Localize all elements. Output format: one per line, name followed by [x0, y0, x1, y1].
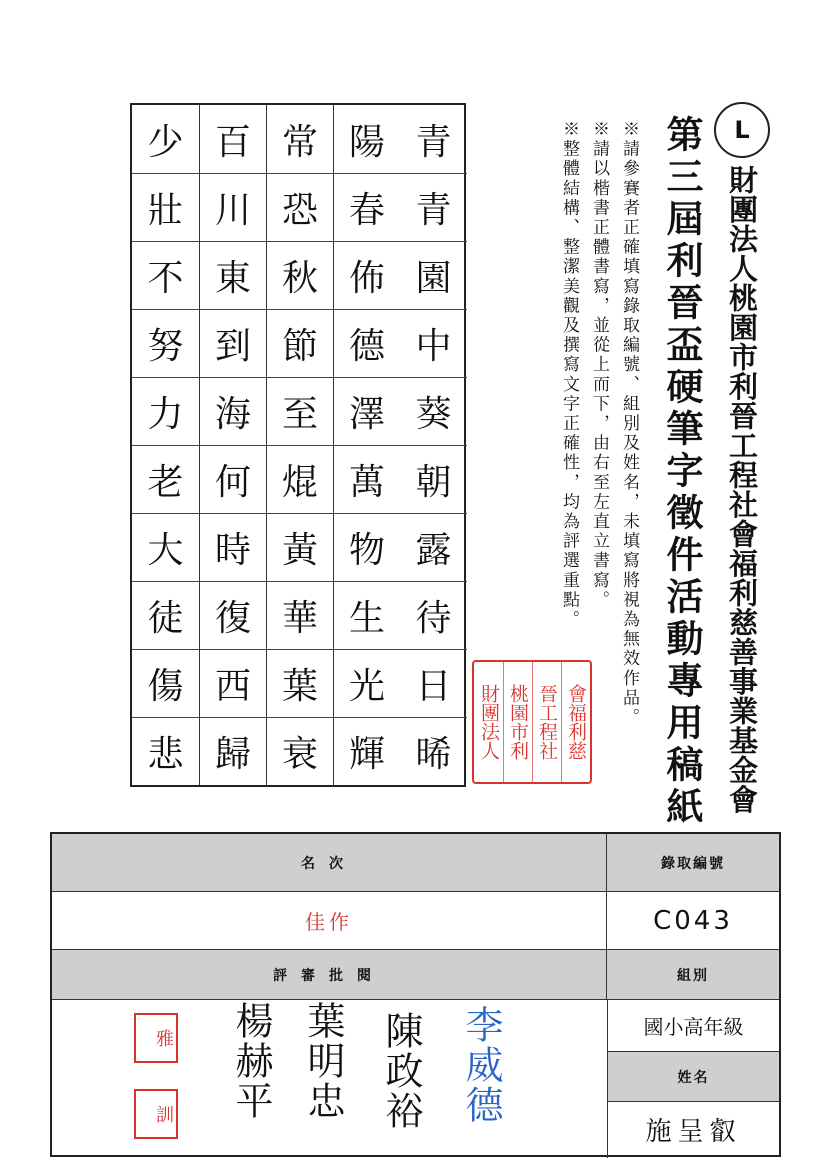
grid-cell: 生: [334, 581, 400, 649]
evaluation-table: [50, 832, 781, 1157]
grid-cell: 衰: [267, 717, 333, 785]
judge-signature-2: 葉明忠: [301, 1001, 345, 1121]
code-header: 錄取編號: [607, 834, 779, 891]
grid-cell: 春: [334, 173, 400, 241]
grid-column: [132, 105, 199, 785]
grid-cell: 青: [415, 121, 452, 163]
seal-column: 晉工程社: [532, 662, 561, 782]
judge-seal: 雅: [134, 1013, 178, 1063]
grid-cell: 陽: [348, 121, 385, 163]
code-value: C043: [653, 905, 733, 936]
grid-cell: 青: [400, 173, 467, 241]
grid-cell: 傷: [132, 649, 199, 717]
instruction-item: ※請參賽者正確填寫錄取編號、組別及姓名，未填寫將視為無效作品。: [619, 120, 639, 728]
grid-cell: 葉: [267, 649, 333, 717]
group-value: 國小高年級: [608, 1000, 779, 1052]
grid-cell: 壯: [132, 173, 199, 241]
instruction-item: ※整體結構、整潔美觀及撰寫文字正確性，均為評選重點。: [559, 120, 579, 630]
grid-cell: 復: [200, 581, 266, 649]
grid-cell: 悲: [132, 717, 199, 785]
grid-cell: 恐: [267, 173, 333, 241]
foundation-logo: L: [714, 102, 770, 158]
grid-cell: 老: [132, 445, 199, 513]
grid-column: [333, 105, 400, 785]
document-title: 第三屆利晉盃硬筆字徵件活動專用稿紙: [660, 115, 704, 829]
grid-cell: 到: [200, 309, 266, 377]
judge-signatures: [52, 999, 607, 1157]
judge-signature-3: 陳政裕: [379, 1011, 423, 1131]
grid-cell: 百: [214, 121, 251, 163]
seal-column: 財團法人: [478, 684, 500, 760]
judge-signature-4: 李威德: [459, 1005, 503, 1125]
grid-cell: 何: [200, 445, 266, 513]
grid-cell: 中: [400, 309, 467, 377]
grid-cell: 黃: [267, 513, 333, 581]
grid-cell: 露: [400, 513, 467, 581]
grid-cell: 力: [132, 377, 199, 445]
grid-cell: 園: [400, 241, 467, 309]
grid-column: [266, 105, 333, 785]
group-header: 組別: [607, 950, 779, 999]
judge-seal: 訓: [134, 1089, 178, 1139]
review-header: 評審批閱: [52, 950, 607, 999]
rank-value: 佳作: [52, 892, 607, 949]
grid-cell: 華: [267, 581, 333, 649]
grid-cell: 川: [200, 173, 266, 241]
grid-cell: 物: [334, 513, 400, 581]
grid-cell: 葵: [400, 377, 467, 445]
instruction-item: ※請以楷書正體書寫，並從上而下，由右至左直立書寫。: [589, 120, 609, 610]
grid-cell: 努: [132, 309, 199, 377]
grid-cell: 時: [200, 513, 266, 581]
grid-cell: 光: [334, 649, 400, 717]
grid-cell: 西: [200, 649, 266, 717]
grid-cell: 朝: [400, 445, 467, 513]
grid-cell: 佈: [334, 241, 400, 309]
review-header-row: [52, 950, 779, 1000]
grid-cell: 少: [147, 121, 184, 163]
grid-cell: 焜: [267, 445, 333, 513]
grid-cell: 日: [400, 649, 467, 717]
grid-cell: 澤: [334, 377, 400, 445]
organization-name: 財團法人桃園市利晉工程社會福利慈善事業基金會: [725, 165, 759, 814]
rank-value-row: [52, 892, 779, 950]
grid-cell: 至: [267, 377, 333, 445]
grid-cell: 待: [400, 581, 467, 649]
calligraphy-grid: [130, 103, 466, 787]
grid-cell: 節: [267, 309, 333, 377]
grid-cell: 常: [281, 121, 318, 163]
grid-cell: 海: [200, 377, 266, 445]
grid-cell: 晞: [400, 717, 467, 785]
instructions: [554, 120, 644, 728]
grid-cell: 不: [132, 241, 199, 309]
grid-cell: 輝: [334, 717, 400, 785]
student-info: [607, 1000, 779, 1158]
rank-header: 名次: [52, 834, 607, 891]
grid-column: [400, 105, 467, 785]
grid-cell: 秋: [267, 241, 333, 309]
rank-header-row: [52, 834, 779, 892]
grid-cell: 萬: [334, 445, 400, 513]
foundation-seal: [472, 660, 592, 784]
seal-column: 會福利慈: [561, 662, 590, 782]
grid-cell: 德: [334, 309, 400, 377]
seal-column: 桃園市利: [503, 662, 532, 782]
grid-column: [199, 105, 266, 785]
name-value: 施呈叡: [645, 1116, 742, 1147]
grid-cell: 東: [200, 241, 266, 309]
grid-cell: 歸: [200, 717, 266, 785]
name-header: 姓名: [608, 1052, 779, 1102]
grid-cell: 大: [132, 513, 199, 581]
grid-cell: 徒: [132, 581, 199, 649]
judge-signature-1: 楊赫平: [229, 1001, 273, 1121]
